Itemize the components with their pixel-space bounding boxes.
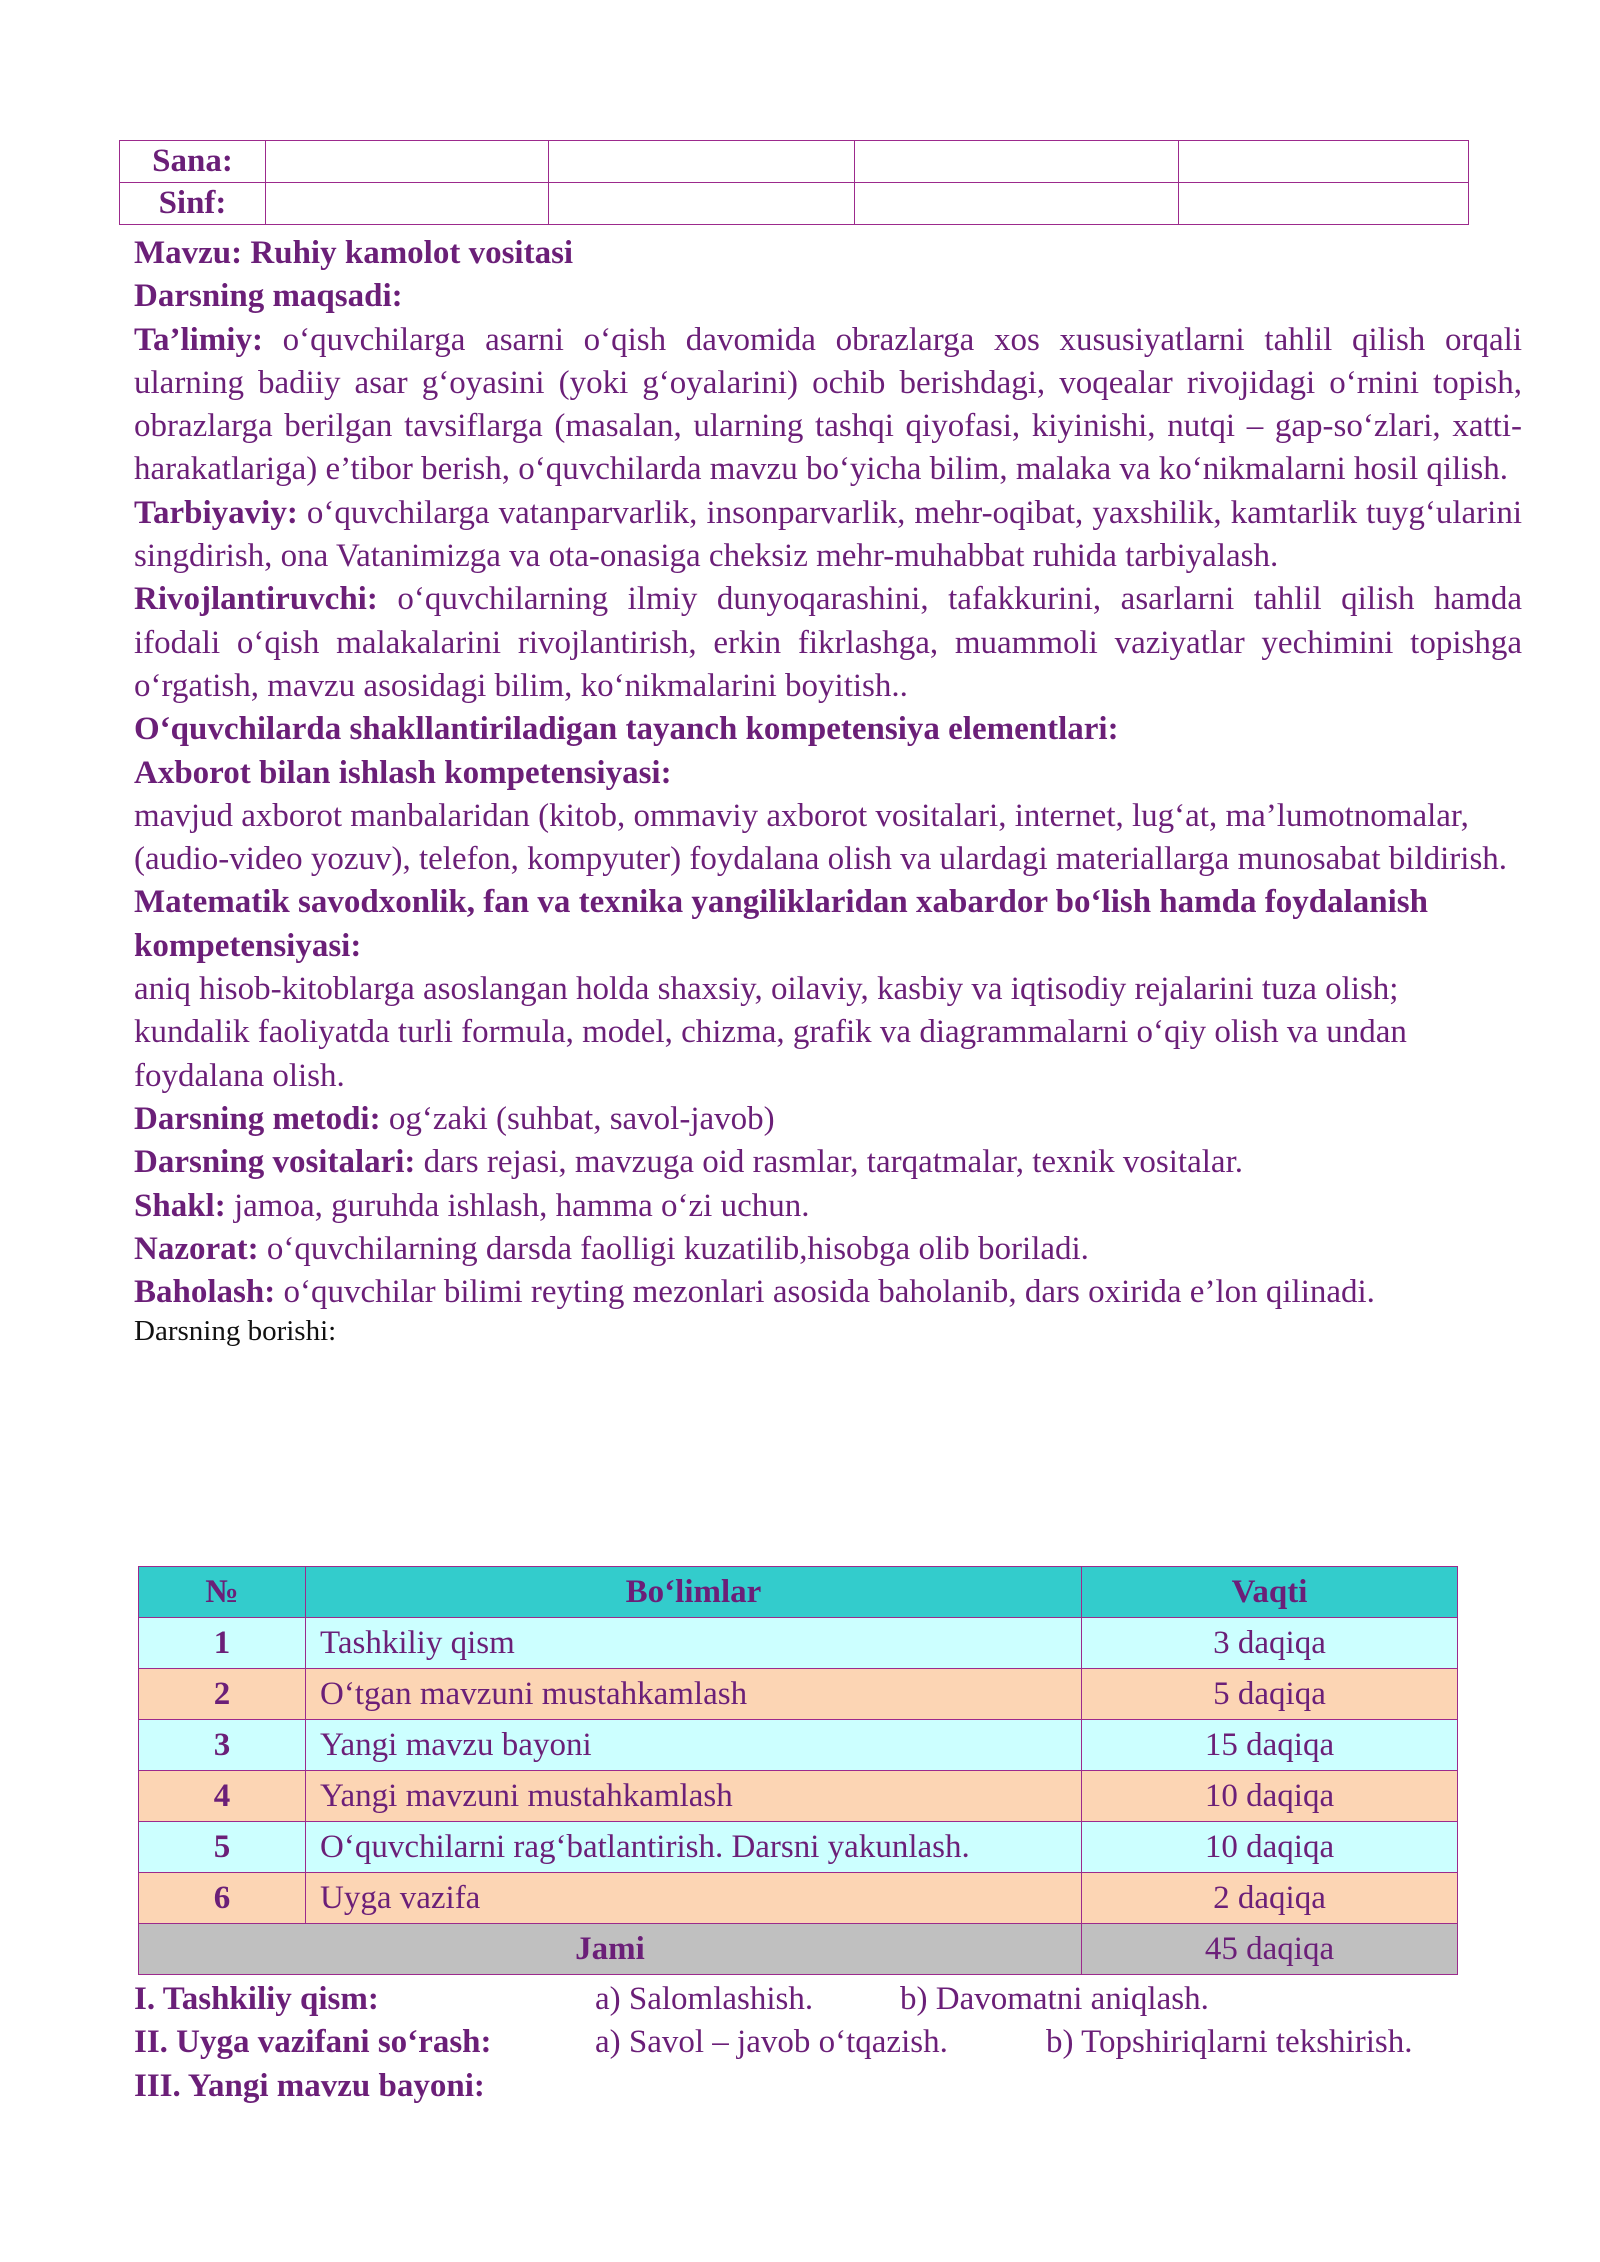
baholash-text: o‘quvchilar bilimi reyting mezonlari asosida baholanib, dars oxirida e’lon qilinadi.	[275, 1274, 1375, 1311]
row-section: Yangi mavzuni mustahkamlash	[306, 1771, 1082, 1822]
vositalari-text: dars rejasi, mavzuga oid rasmlar, tarqatmalar, texnik vositalar.	[415, 1144, 1243, 1181]
row-number: 5	[139, 1822, 306, 1873]
talimiy-text: o‘quvchilarga asarni o‘qish davomida obrazlarga xos xususiyatlarni tahlil qilish orqali ularning badiiy asar g‘oyasini (yoki g‘oyalarini) ochib berishdagi, voqealar rivojidagi o‘rnini topish, obrazlarga berilgan tavsiflarga (masalan, ularning tashqi qiyofasi, kiyinishi, nutqi – gap-so‘zlari, xatti-harakatlariga) e’tibor berish, o‘quvchilarda mavzu bo‘yicha bilim, malaka va ko‘nikmalarni hosil qilish.	[134, 321, 1522, 488]
nazorat-label: Nazorat:	[134, 1230, 259, 1267]
baholash-paragraph	[134, 1271, 1522, 1314]
shakl-text: jamoa, guruhda ishlash, hamma o‘zi uchun.	[225, 1187, 810, 1224]
sinf-cell	[266, 183, 549, 225]
section-item-b: b) Davomatni aniqlash.	[900, 1981, 1209, 2017]
table-row	[139, 1873, 1458, 1924]
tarbiyaviy-paragraph	[134, 492, 1522, 579]
section-heading: I. Tashkiliy qism:	[134, 1981, 379, 2017]
sana-label: Sana:	[120, 141, 266, 183]
talimiy-paragraph	[134, 319, 1522, 492]
sinf-cell	[549, 183, 855, 225]
sana-cell	[266, 141, 549, 183]
rivojlantiruvchi-text: o‘quvchilarning ilmiy dunyoqarashini, tafakkurini, asarlarni tahlil qilish hamda ifodali o‘qish malakalarini rivojlantirish, erkin fikrlashga, muammoli vaziyatlar yechimini topishga o‘rgatish, mavzu asosidagi bilim, ko‘nikmalarini boyitish..	[134, 581, 1522, 704]
row-section: O‘quvchilarni rag‘batlantirish. Darsni yakunlash.	[306, 1822, 1082, 1873]
vositalari-label: Darsning vositalari:	[134, 1144, 416, 1181]
tarbiyaviy-text: o‘quvchilarga vatanparvarlik, insonparvarlik, mehr-oqibat, yaxshilik, kamtarlik tuyg‘ularini singdirish, ona Vatanimizga va ota-onasiga cheksiz mehr-muhabbat ruhida tarbiyalash.	[134, 494, 1522, 575]
table-row	[139, 1771, 1458, 1822]
axborot-heading: Axborot bilan ishlash kompetensiyasi:	[134, 754, 672, 791]
row-number: 4	[139, 1771, 306, 1822]
matematik-text-2: kundalik faoliyatda turli formula, model, chizma, grafik va diagrammalarni o‘qiy olish va undan foydalana olish.	[134, 1014, 1407, 1094]
column-header-sections: Bo‘limlar	[306, 1567, 1082, 1618]
total-time: 45 daqiqa	[1082, 1924, 1458, 1975]
competency-heading: O‘quvchilarda shakllantiriladigan tayanch kompetensiya elementlari:	[134, 711, 1119, 748]
sana-cell	[1179, 141, 1469, 183]
column-header-number: №	[139, 1567, 306, 1618]
metodi-label: Darsning metodi:	[134, 1100, 381, 1137]
sinf-cell	[855, 183, 1179, 225]
lesson-stages-table	[138, 1566, 1458, 1975]
sana-cell	[549, 141, 855, 183]
table-row	[139, 1720, 1458, 1771]
table-header-row	[139, 1567, 1458, 1618]
table-row	[139, 1618, 1458, 1669]
shakl-label: Shakl:	[134, 1187, 226, 1224]
section-heading: III. Yangi mavzu bayoni:	[134, 2067, 485, 2104]
sinf-cell	[1179, 183, 1469, 225]
row-time: 2 daqiqa	[1082, 1873, 1458, 1924]
matematik-text-1: aniq hisob-kitoblarga asoslangan holda shaxsiy, oilaviy, kasbiy va iqtisodiy rejalarini tuza olish;	[134, 971, 1399, 1008]
matematik-heading: Matematik savodxonlik, fan va texnika yangiliklaridan xabardor bo‘lish hamda foydalanish kompetensiyasi:	[134, 884, 1428, 964]
axborot-text: mavjud axborot manbalaridan (kitob, ommaviy axborot vositalari, internet, lug‘at, ma’lumotnomalar, (audio-video yozuv), telefon, kompyuter) foydalana olish va ulardagi materiallarga munosabat bildirish.	[134, 797, 1508, 878]
column-header-time: Vaqti	[1082, 1567, 1458, 1618]
sana-row	[120, 141, 1469, 183]
rivojlantiruvchi-paragraph	[134, 578, 1522, 708]
row-section: Uyga vazifa	[306, 1873, 1082, 1924]
row-number: 6	[139, 1873, 306, 1924]
row-section: Yangi mavzu bayoni	[306, 1720, 1082, 1771]
sinf-row	[120, 183, 1469, 225]
row-time: 15 daqiqa	[1082, 1720, 1458, 1771]
section-item-a: a) Salomlashish.	[595, 1981, 814, 2017]
table-total-row	[139, 1924, 1458, 1975]
row-time: 3 daqiqa	[1082, 1618, 1458, 1669]
goal-heading: Darsning maqsadi:	[134, 278, 403, 315]
sana-cell	[855, 141, 1179, 183]
table-row	[139, 1669, 1458, 1720]
section-item-a: a) Savol – javob o‘tqazish.	[595, 2024, 948, 2061]
lesson-progress-label: Darsning borishi:	[134, 1315, 337, 1348]
metodi-paragraph	[134, 1098, 1522, 1141]
row-number: 1	[139, 1618, 306, 1669]
baholash-label: Baholash:	[134, 1274, 276, 1311]
date-class-table	[119, 140, 1469, 225]
row-time: 10 daqiqa	[1082, 1822, 1458, 1873]
row-time: 10 daqiqa	[1082, 1771, 1458, 1822]
shakl-paragraph	[134, 1185, 1522, 1228]
row-section: O‘tgan mavzuni mustahkamlash	[306, 1669, 1082, 1720]
row-number: 3	[139, 1720, 306, 1771]
metodi-text: og‘zaki (suhbat, savol-javob)	[380, 1100, 775, 1137]
nazorat-paragraph	[134, 1228, 1522, 1271]
section-item-b: b) Topshiriqlarni tekshirish.	[1046, 2024, 1413, 2061]
talimiy-label: Ta’limiy:	[134, 321, 263, 358]
sinf-label: Sinf:	[120, 183, 266, 225]
topic-title: Mavzu: Ruhiy kamolot vositasi	[134, 235, 574, 271]
row-section: Tashkiliy qism	[306, 1618, 1082, 1669]
nazorat-text: o‘quvchilarning darsda faolligi kuzatilib,hisobga olib boriladi.	[258, 1230, 1089, 1267]
table-row	[139, 1822, 1458, 1873]
section-heading: II. Uyga vazifani so‘rash:	[134, 2024, 492, 2061]
vositalari-paragraph	[134, 1141, 1522, 1184]
row-time: 5 daqiqa	[1082, 1669, 1458, 1720]
tarbiyaviy-label: Tarbiyaviy:	[134, 494, 298, 531]
total-label: Jami	[139, 1924, 1082, 1975]
rivojlantiruvchi-label: Rivojlantiruvchi:	[134, 581, 378, 618]
row-number: 2	[139, 1669, 306, 1720]
lesson-plan-body	[134, 232, 1522, 1348]
